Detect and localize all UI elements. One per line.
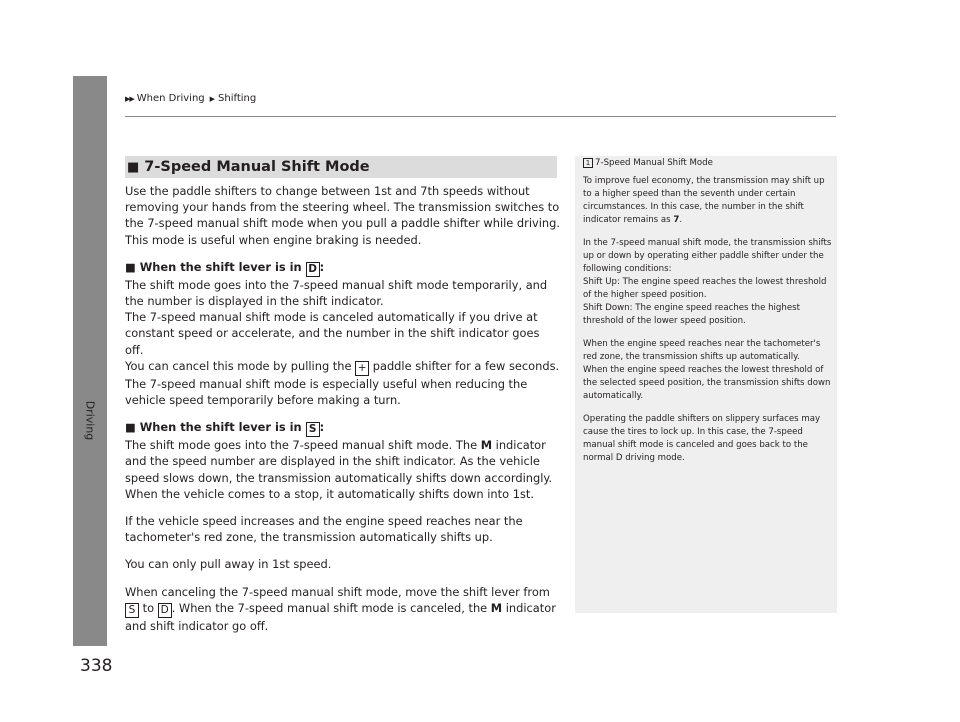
side-tab <box>73 76 107 646</box>
plus-paddle-icon: + <box>355 361 369 376</box>
sidebar-paragraph-4: Shift Down: The engine speed reaches the highest threshold of the lower speed position. <box>583 303 800 326</box>
s-paragraph-3: You can only pull away in 1st speed. <box>125 557 332 572</box>
breadcrumb-item-shifting[interactable]: Shifting <box>218 93 257 104</box>
d-paragraph-1: The shift mode goes into the 7-speed manual shift mode temporarily, and the number is displayed in the shift indicator. <box>125 277 548 309</box>
d-key-icon: D <box>158 603 172 618</box>
side-tab-label: Driving <box>83 400 97 440</box>
section-marker-icon: ■ <box>127 159 140 175</box>
double-arrow-icon: ▶▶ <box>125 94 134 103</box>
sidebar-body <box>583 175 833 465</box>
d-paragraph-4: The 7-speed manual shift mode is especially useful when reducing the vehicle speed temporarily before making a turn. <box>125 376 528 408</box>
sidebar-title: 1 7-Speed Manual Shift Mode <box>583 158 713 168</box>
s-key-icon: S <box>125 603 139 618</box>
sidebar-paragraph-3: Shift Up: The engine speed reaches the lowest threshold of the higher speed position. <box>583 277 827 300</box>
intro-paragraph: Use the paddle shifters to change between 1st and 7th speeds without removing your hands from the steering wheel. The transmission switches to the 7-speed manual shift mode when you pull a paddle shifter while driving. This mode is useful when engine braking is needed. <box>125 184 560 247</box>
d-paragraph-2: The 7-speed manual shift mode is canceled automatically if you drive at constant speed or accelerate, and the number in the shift indicator goes off. <box>125 310 540 357</box>
d-paragraph-3: You can cancel this mode by pulling the + paddle shifter for a few seconds. <box>125 358 560 374</box>
s-paragraph-2: If the vehicle speed increases and the engine speed reaches near the tachometer's red zone, the transmission automatically shifts up. <box>125 514 523 545</box>
s-paragraph-1: The shift mode goes into the 7-speed manual shift mode. The M indicator and the speed number are displayed in the shift indicator. As the vehicle speed slows down, the transmission automatically shifts down accordingly. When the vehicle comes to a stop, it automatically shifts down into 1st. <box>125 438 553 501</box>
s-key-icon: S <box>306 422 320 437</box>
sidebar-paragraph-7: Operating the paddle shifters on slippery surfaces may cause the tires to lock up. In this case, the 7-speed manual shift mode is canceled and goes back to the normal D driving mode. <box>583 414 821 463</box>
section-header <box>125 156 557 178</box>
d-subheading: ■ When the shift lever is in D : <box>125 259 325 275</box>
header-divider <box>125 116 836 117</box>
reference-icon: 1 <box>583 158 593 168</box>
d-key-icon: D <box>306 262 320 277</box>
breadcrumb-item-when-driving[interactable]: When Driving <box>136 93 205 104</box>
page-number: 338 <box>80 656 113 676</box>
sidebar-paragraph-2: In the 7-speed manual shift mode, the transmission shifts up or down by operating either paddle shifter under the following conditions: <box>583 238 832 274</box>
s-subheading: ■ When the shift lever is in S : <box>125 420 325 436</box>
main-content <box>125 183 561 634</box>
breadcrumb <box>125 93 256 104</box>
sidebar-paragraph-1: To improve fuel economy, the transmission may shift up to a higher speed than the seventh under certain circumstances. In this case, the number in the shift indicator remains as 7. <box>583 176 825 225</box>
arrow-icon: ▶ <box>209 94 216 103</box>
section-title: 7-Speed Manual Shift Mode <box>144 159 370 175</box>
sidebar-paragraph-5: When the engine speed reaches near the tachometer's red zone, the transmission shifts up automatically. <box>583 339 821 362</box>
s-paragraph-4: When canceling the 7-speed manual shift mode, move the shift lever from S to D . When the 7-speed manual shift mode is canceled, the M indicator and shift indicator go off. <box>125 584 556 633</box>
sidebar-paragraph-6: When the engine speed reaches the lowest threshold of the selected speed position, the transmission shifts down automatically. <box>583 365 831 401</box>
